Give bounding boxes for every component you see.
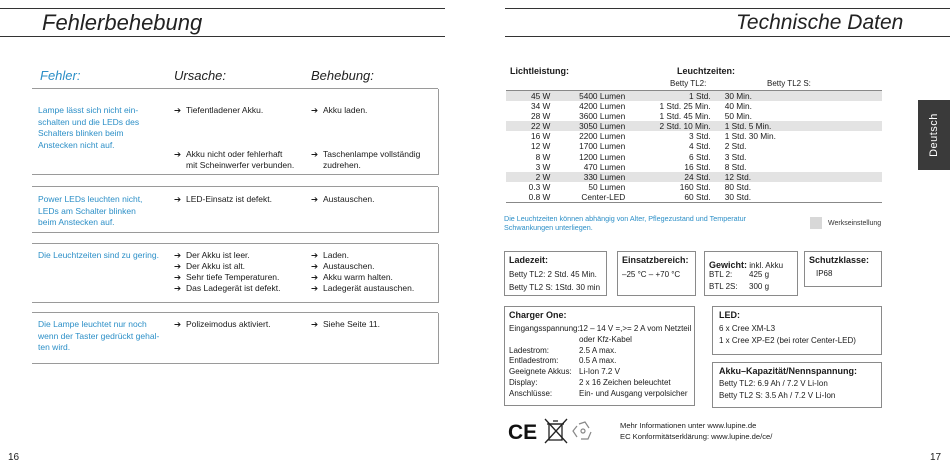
col-tl2-header: Betty TL2:: [670, 79, 707, 88]
charger-spec-value: 2 x 16 Zeichen beleuchtet: [579, 378, 671, 387]
left-page-number: 16: [8, 452, 20, 463]
fault-box-topline: [32, 243, 438, 244]
light-cell-tl2: 60 Std.: [625, 192, 710, 203]
light-cell-w: 3 W: [535, 161, 551, 172]
light-cell-tl2s: 80 Std.: [724, 181, 752, 192]
light-cell-tl2: 4 Std.: [689, 141, 711, 152]
battery-box: [712, 362, 882, 408]
fault-line: Die Lampe leuchtet nur noch: [38, 319, 147, 329]
fix-list: [311, 250, 414, 294]
runtime-note-line-1: Die Leuchtzeiten können abhängig von Alter, Pflegezustand und Temperatur: [504, 214, 747, 223]
operating-range-box: [617, 251, 696, 296]
weight-tl2s-value: 300 g: [749, 282, 770, 291]
cause-item: [174, 250, 281, 261]
charger-spec-label: Ladestrom:: [509, 345, 550, 355]
arrow-right-icon: ➔: [311, 283, 319, 293]
charger-title: Charger One:: [509, 310, 567, 320]
fix-item: [311, 261, 414, 272]
runtime-note: [504, 214, 794, 232]
more-info: [620, 420, 772, 442]
cause-item: [174, 319, 271, 330]
light-output-header: Lichtleistung:: [510, 66, 569, 76]
battery-line-2: Betty TL2 S: 3.5 Ah / 7.2 V Li-Ion: [719, 391, 836, 400]
item-text: Das Ladegerät ist defekt.: [186, 283, 281, 293]
light-cell-tl2s: 40 Min.: [724, 101, 752, 112]
light-cell-tl2s: 1 Std. 30 Min.: [724, 131, 776, 142]
light-cell-tl2: 1 Std. 45 Min.: [659, 111, 711, 122]
cause-item: [174, 261, 281, 272]
item-text: Laden.: [323, 250, 349, 260]
charger-spec-value: Ein- und Ausgang verpolsicher: [579, 388, 688, 398]
fault-text: [38, 250, 159, 262]
light-cell-tl2: 1 Std. 25 Min.: [659, 101, 711, 112]
light-cell-tl2s: 50 Min.: [724, 111, 752, 122]
item-text: LED-Einsatz ist defekt.: [186, 194, 272, 204]
operating-range-value: –25 °C – +70 °C: [622, 270, 681, 279]
fix-item: [311, 283, 414, 294]
cause-item: [174, 283, 281, 294]
light-cell-pad: [807, 111, 882, 121]
light-cell-tl2s: 12 Std.: [711, 172, 808, 182]
item-text: Der Akku ist leer.: [186, 250, 250, 260]
light-cell-tl2s: 2 Std.: [724, 141, 747, 152]
light-cell-tl2s: 3 Std.: [724, 151, 747, 162]
light-cell-tl2: 1 Std.: [625, 91, 710, 102]
item-text: Sehr tiefe Temperaturen.: [186, 272, 280, 282]
light-cell-pad: [807, 101, 882, 111]
cause-item: [174, 272, 281, 283]
item-text: Ladegerät austauschen.: [323, 283, 415, 293]
fault-line: Power LEDs leuchten nicht,: [38, 194, 143, 204]
arrow-right-icon: ➔: [174, 272, 182, 282]
cause-item: [174, 149, 294, 160]
light-row: [506, 182, 882, 192]
light-row: [506, 101, 882, 111]
fix-item: [311, 194, 375, 205]
arrow-right-icon: ➔: [174, 319, 182, 329]
charger-box: [504, 306, 695, 406]
light-cell-tl2: 24 Std.: [625, 172, 710, 182]
light-cell-pad: [807, 192, 882, 203]
item-text: Austauschen.: [323, 261, 375, 271]
arrow-right-icon: ➔: [311, 319, 319, 329]
item-text: Siehe Seite 11.: [323, 319, 381, 329]
light-cell-tl2: 6 Std.: [689, 151, 711, 162]
factory-setting-label: Werkseinstellung: [828, 220, 882, 227]
charging-time-title: Ladezeit:: [509, 255, 549, 265]
fault-box-topline: [32, 186, 438, 187]
item-text: Taschenlampe vollständig: [323, 149, 421, 159]
light-row: [506, 131, 882, 141]
operating-range-title: Einsatzbereich:: [622, 255, 689, 265]
fault-line: LEDs am Schalter blinken: [38, 205, 136, 216]
item-text: Tiefentladener Akku.: [186, 105, 264, 115]
arrow-right-icon: ➔: [174, 283, 182, 293]
light-cell-tl2s: 30 Std.: [711, 192, 808, 203]
light-cell-w: 22 W: [506, 121, 550, 131]
item-continuation: zudrehen.: [323, 160, 361, 170]
recycle-icon: [573, 422, 591, 439]
light-cell-pad: [807, 91, 882, 102]
arrow-right-icon: ➔: [174, 261, 182, 271]
fault-text: [38, 105, 139, 151]
fix-list: [311, 105, 367, 116]
protection-class-title: Schutzklasse:: [809, 255, 870, 265]
light-cell-tl2: 3 Std.: [689, 131, 711, 142]
title-rule-left: [0, 36, 445, 37]
light-row: [506, 152, 882, 162]
item-text: Der Akku ist alt.: [186, 261, 246, 271]
charger-spec-label: Entladestrom:: [509, 356, 559, 366]
charger-spec-value: 12 – 14 V =,>= 2 A vom Netzteil: [579, 324, 692, 333]
cause-list: [174, 149, 294, 171]
weight-tl2-value: 425 g: [749, 270, 770, 279]
light-row: [506, 91, 882, 102]
top-rule-left: [0, 8, 445, 9]
fault-box: [32, 313, 439, 364]
light-cell-w: 0.8 W: [506, 192, 550, 203]
fix-item: [311, 319, 380, 330]
arrow-right-icon: ➔: [311, 272, 319, 282]
fix-item: [311, 149, 420, 160]
light-output-table: [506, 90, 882, 203]
fix-item: [311, 272, 414, 283]
fault-line: ten wird.: [38, 342, 71, 352]
cause-list: [174, 194, 272, 205]
light-cell-tl2s: 1 Std. 5 Min.: [711, 121, 808, 131]
light-cell-pad: [807, 182, 882, 192]
charger-spec-label: Eingangsspannung:: [509, 324, 580, 333]
light-cell-pad: [807, 152, 882, 162]
light-row: [506, 111, 882, 121]
light-row: [506, 172, 882, 182]
light-cell-tl2: 16 Std.: [684, 161, 711, 172]
light-row: [506, 121, 882, 131]
cause-header: Ursache:: [174, 68, 227, 83]
arrow-right-icon: ➔: [311, 149, 319, 159]
light-cell-w: 0.3 W: [528, 181, 551, 192]
charger-spec-value: 0.5 A max.: [579, 356, 617, 366]
right-page-number: 17: [930, 452, 942, 463]
arrow-right-icon: ➔: [174, 149, 182, 159]
fault-box: [32, 244, 439, 303]
light-cell-lm: 330 Lumen: [550, 172, 625, 182]
light-row: [506, 162, 882, 172]
light-cell-lm: 1700 Lumen: [579, 141, 626, 152]
led-title: LED:: [719, 310, 740, 320]
fault-line: Anstecken nicht auf.: [38, 139, 115, 150]
fault-box: [32, 89, 439, 175]
fix-list: [311, 319, 380, 330]
fix-list: [311, 194, 375, 205]
certification-svg: [507, 418, 597, 444]
arrow-right-icon: ➔: [311, 261, 319, 271]
arrow-right-icon: ➔: [174, 194, 182, 204]
light-cell-pad: [807, 162, 882, 172]
fault-text: [38, 319, 159, 354]
item-text: Akku nicht oder fehlerhaft: [186, 149, 283, 159]
light-row: [506, 192, 882, 203]
arrow-right-icon: ➔: [174, 105, 182, 115]
weight-box: [704, 251, 798, 296]
language-tab-label: Deutsch: [928, 113, 940, 157]
fault-box-topline: [32, 312, 438, 313]
arrow-right-icon: ➔: [311, 194, 319, 204]
weight-tl2-label: BTL 2:: [709, 270, 733, 279]
charger-spec-label: Geeignete Akkus:: [509, 367, 572, 377]
fault-line: schalten und die LEDs des: [38, 116, 140, 127]
charger-spec-label: Anschlüsse:: [509, 388, 553, 398]
light-cell-w: 45 W: [506, 91, 550, 102]
weight-tl2s-label: BTL 2S:: [709, 282, 738, 291]
light-cell-lm: 470 Lumen: [583, 161, 626, 172]
light-cell-lm: 1200 Lumen: [579, 151, 626, 162]
light-cell-pad: [807, 131, 882, 141]
runtime-header: Leuchtzeiten:: [677, 66, 736, 76]
light-cell-w: 28 W: [530, 111, 551, 122]
fix-list: [311, 149, 420, 171]
fault-line: beim Anstecken auf.: [38, 217, 115, 227]
fault-text: [38, 194, 142, 229]
top-rule-right: [505, 8, 950, 9]
right-page-title: Technische Daten: [736, 11, 904, 34]
certification-icons: [507, 418, 597, 449]
fault-box-topline: [32, 88, 438, 89]
charging-time-box: [504, 251, 607, 296]
item-continuation: mit Scheinwerfer verbunden.: [186, 160, 295, 170]
weee-bin-icon: [545, 419, 567, 443]
cause-list: [174, 105, 263, 116]
cause-item: [174, 194, 272, 205]
cause-list: [174, 319, 271, 330]
light-cell-tl2: 160 Std.: [679, 181, 711, 192]
light-cell-w: 2 W: [506, 172, 550, 182]
conformity-line: EC Konformitätserklärung: www.lupine.de/ce/: [620, 432, 773, 441]
led-box: [712, 306, 882, 355]
runtime-note-line-2: Schwankungen unterliegen.: [504, 223, 593, 232]
weight-title: Gewicht:: [709, 260, 748, 270]
fault-line: wenn der Taster gedrückt gehal-: [38, 330, 160, 341]
fault-line: Schalters blinken beim: [38, 128, 124, 138]
light-cell-w: 34 W: [530, 101, 551, 112]
arrow-right-icon: ➔: [311, 250, 319, 260]
fault-line: Die Leuchtzeiten sind zu gering.: [38, 250, 159, 260]
arrow-right-icon: ➔: [311, 105, 319, 115]
light-cell-lm: 3050 Lumen: [550, 121, 625, 131]
charging-time-tl2: Betty TL2: 2 Std. 45 Min.: [509, 270, 597, 279]
weight-suffix: inkl. Akku: [747, 261, 784, 270]
fault-header: Fehler:: [40, 68, 81, 83]
light-cell-pad: [807, 121, 882, 131]
light-cell-lm: 5400 Lumen: [550, 91, 625, 102]
fix-item: [311, 105, 367, 116]
light-cell-lm: 3600 Lumen: [579, 111, 626, 122]
charger-spec-label: Display:: [509, 378, 538, 387]
light-cell-pad: [807, 141, 882, 151]
fix-item: [311, 250, 414, 261]
light-row: [506, 141, 882, 151]
title-rule-right: [505, 36, 950, 37]
light-cell-w: 16 W: [530, 131, 551, 142]
language-tab: [918, 100, 950, 170]
light-cell-lm: 50 Lumen: [588, 181, 626, 192]
factory-setting-swatch: [810, 217, 822, 229]
light-cell-lm: 4200 Lumen: [579, 101, 626, 112]
arrow-right-icon: ➔: [174, 250, 182, 260]
led-line-2: 1 x Cree XP-E2 (bei roter Center-LED): [719, 336, 856, 345]
cause-list: [174, 250, 281, 294]
light-cell-tl2s: 30 Min.: [711, 91, 808, 102]
fix-header: Behebung:: [311, 68, 374, 83]
light-cell-lm: 2200 Lumen: [579, 131, 626, 142]
light-cell-w: 12 W: [530, 141, 551, 152]
battery-line-1: Betty TL2: 6.9 Ah / 7.2 V Li-Ion: [719, 379, 828, 388]
item-text: Akku warm halten.: [323, 272, 393, 282]
left-page-title: Fehlerbehebung: [42, 10, 203, 35]
light-cell-w: 8 W: [535, 151, 551, 162]
light-cell-tl2: 2 Std. 10 Min.: [625, 121, 710, 131]
battery-title: Akku–Kapazität/Nennspannung:: [719, 366, 858, 376]
led-line-1: 6 x Cree XM-L3: [719, 324, 776, 333]
charger-spec-value: 2.5 A max.: [579, 345, 617, 355]
ce-mark-icon: CE: [508, 421, 538, 444]
charger-spec-value: oder Kfz-Kabel: [579, 334, 632, 344]
protection-class-box: [804, 251, 882, 287]
fault-box: [32, 187, 439, 233]
item-text: Akku laden.: [323, 105, 368, 115]
charging-time-tl2s: Betty TL2 S: 1Std. 30 min: [509, 283, 601, 292]
protection-class-value: IP68: [816, 269, 833, 278]
item-text: Polizeimodus aktiviert.: [186, 319, 271, 329]
charger-spec-value: Li-Ion 7.2 V: [579, 367, 620, 377]
light-cell-tl2s: 8 Std.: [724, 161, 747, 172]
more-info-line: Mehr Informationen unter www.lupine.de: [620, 421, 757, 430]
cause-item: [174, 105, 263, 116]
light-cell-pad: [807, 172, 882, 182]
fault-line: Lampe lässt sich nicht ein-: [38, 105, 139, 115]
item-text: Austauschen.: [323, 194, 375, 204]
light-cell-lm: Center-LED: [550, 192, 625, 203]
col-tl2s-header: Betty TL2 S:: [767, 79, 811, 88]
